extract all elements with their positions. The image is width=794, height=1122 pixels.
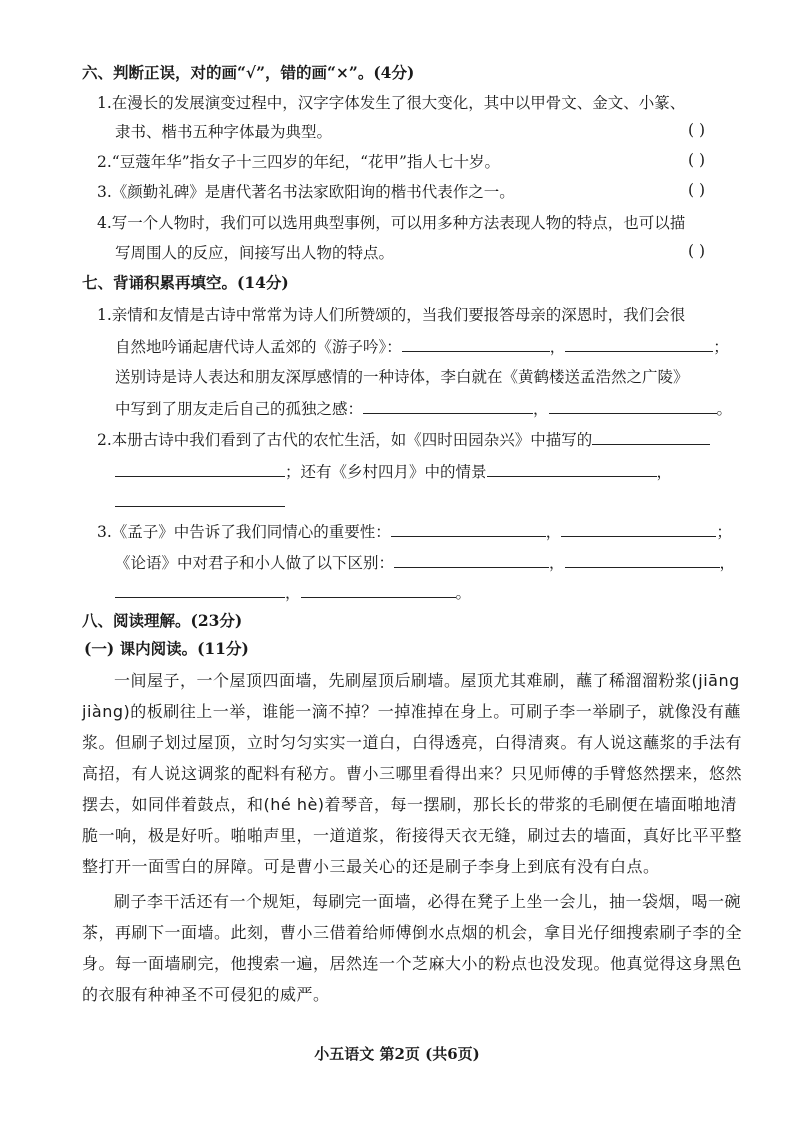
passage-paragraph-2: 刷子李干活还有一个规矩，每刷完一面墙，必得在凳子上坐一会儿，抽一袋烟，喝一碗茶，再刷下一面墙。此刻，曹小三借着给师傅倒水点烟的机会，拿目光仔细搜索刷子李的全身。每一面墙刷完，他搜索一遍，居然连一个芝麻大小的粉点也没发现。他真觉得这身黑色的衣服有种神圣不可侵犯的威严。: [82, 892, 743, 1004]
answer-blank[interactable]: [115, 460, 285, 477]
s7-q1-line3: 送别诗是诗人表达和朋友深厚感情的一种诗体，李白就在《黄鹤楼送孟浩然之广陵》: [115, 368, 689, 386]
answer-blank[interactable]: [402, 335, 550, 352]
s7-q1-line2: 自然地吟诵起唐代诗人孟郊的《游子吟》： ， ；: [115, 335, 729, 358]
answer-blank[interactable]: [549, 397, 717, 414]
answer-blank[interactable]: [115, 490, 285, 507]
answer-blank[interactable]: [565, 335, 713, 352]
answer-blank[interactable]: [565, 551, 720, 568]
s7-q1-prompt: 自然地吟诵起唐代诗人孟郊的《游子吟》：: [115, 338, 402, 356]
answer-blank[interactable]: [363, 397, 533, 414]
answer-blank[interactable]: [487, 460, 657, 477]
s6-q3-answer-box[interactable]: ( ): [688, 181, 706, 199]
answer-blank[interactable]: [592, 428, 710, 445]
s6-q4-line1: 4.写一个人物时，我们可以选用典型事例，可以用多种方法表现人物的特点，也可以描: [97, 214, 686, 232]
s7-q2-line2: ；还有《乡村四月》中的情景 ，: [115, 460, 672, 483]
s7-q2-line3: [115, 490, 285, 513]
s6-q3-line1: 3.《颜勤礼碑》是唐代著名书法家欧阳询的楷书代表作之一。: [97, 183, 515, 201]
answer-blank[interactable]: [301, 581, 456, 598]
s7-q3-line1: 3.《孟子》中告诉了我们同情心的重要性： ， ；: [97, 520, 732, 543]
section8-title: 八、阅读理解。(23分): [82, 611, 243, 630]
answer-blank[interactable]: [561, 520, 716, 537]
s6-q4-line2: 写周围人的反应，间接写出人物的特点。: [115, 244, 395, 262]
answer-blank[interactable]: [391, 520, 546, 537]
s6-q2-answer-box[interactable]: ( ): [688, 151, 706, 169]
passage-paragraph-1: 一间屋子，一个屋顶四面墙，先刷屋顶后刷墙。屋顶尤其难刷，蘸了稀溜溜粉浆(jiāng jiàng)的板刷往上一举，谁能一滴不掉？一掉准掉在身上。可刷子李一举刷子，就像没有蘸浆。但刷子划过屋顶，立时匀匀实实一道白，白得透亮，白得清爽。有人说这蘸浆的手法有高招，有人说这调浆的配料有秘方。曹小三哪里看得出来？只见师傅的手臂悠然摆来，悠然摆去，如同伴着鼓点，和(hé hè)着琴音，每一摆刷，那长长的带浆的毛刷便在墙面啪地清脆一响，极是好听。啪啪声里，一道道浆，衔接得天衣无缝，刷过去的墙面，真好比平平整整打开一面雪白的屏障。可是曹小三最关心的还是刷子李身上到底有没有白点。: [82, 671, 743, 876]
section6-title: 六、判断正误，对的画“√”，错的画“×”。(4分): [82, 63, 415, 82]
answer-blank[interactable]: [115, 581, 285, 598]
reading-passage: [82, 665, 742, 1010]
page-footer: 小五语文 第2页 (共6页): [314, 1045, 480, 1063]
s6-q4-answer-box[interactable]: ( ): [688, 242, 706, 260]
s7-q3-line2: 《论语》中对君子和小人做了以下区别： ， ，: [115, 551, 735, 574]
s6-q1-line2: 隶书、楷书五种字体最为典型。: [115, 123, 333, 141]
s7-q2-line1: 2.本册古诗中我们看到了古代的农忙生活，如《四时田园杂兴》中描写的: [97, 428, 710, 451]
answer-blank[interactable]: [394, 551, 549, 568]
s7-q1-line4: 中写到了朋友走后自己的孤独之感： ， 。: [115, 397, 732, 420]
section8-subtitle: (一) 课内阅读。(11分): [84, 639, 249, 658]
s6-q1-answer-box[interactable]: ( ): [688, 121, 706, 139]
s6-q1-line1: 1.在漫长的发展演变过程中，汉字字体发生了很大变化，其中以甲骨文、金文、小篆、: [97, 94, 686, 112]
s7-q3-line3: ， 。: [115, 581, 471, 604]
s7-q1-line1: 1.亲情和友情是古诗中常常为诗人们所赞颂的，当我们要报答母亲的深恩时，我们会很: [97, 306, 686, 324]
section7-title: 七、背诵积累再填空。(14分): [82, 273, 289, 292]
s6-q2-line1: 2.“豆蔻年华”指女子十三四岁的年纪，“花甲”指人七十岁。: [97, 153, 500, 171]
